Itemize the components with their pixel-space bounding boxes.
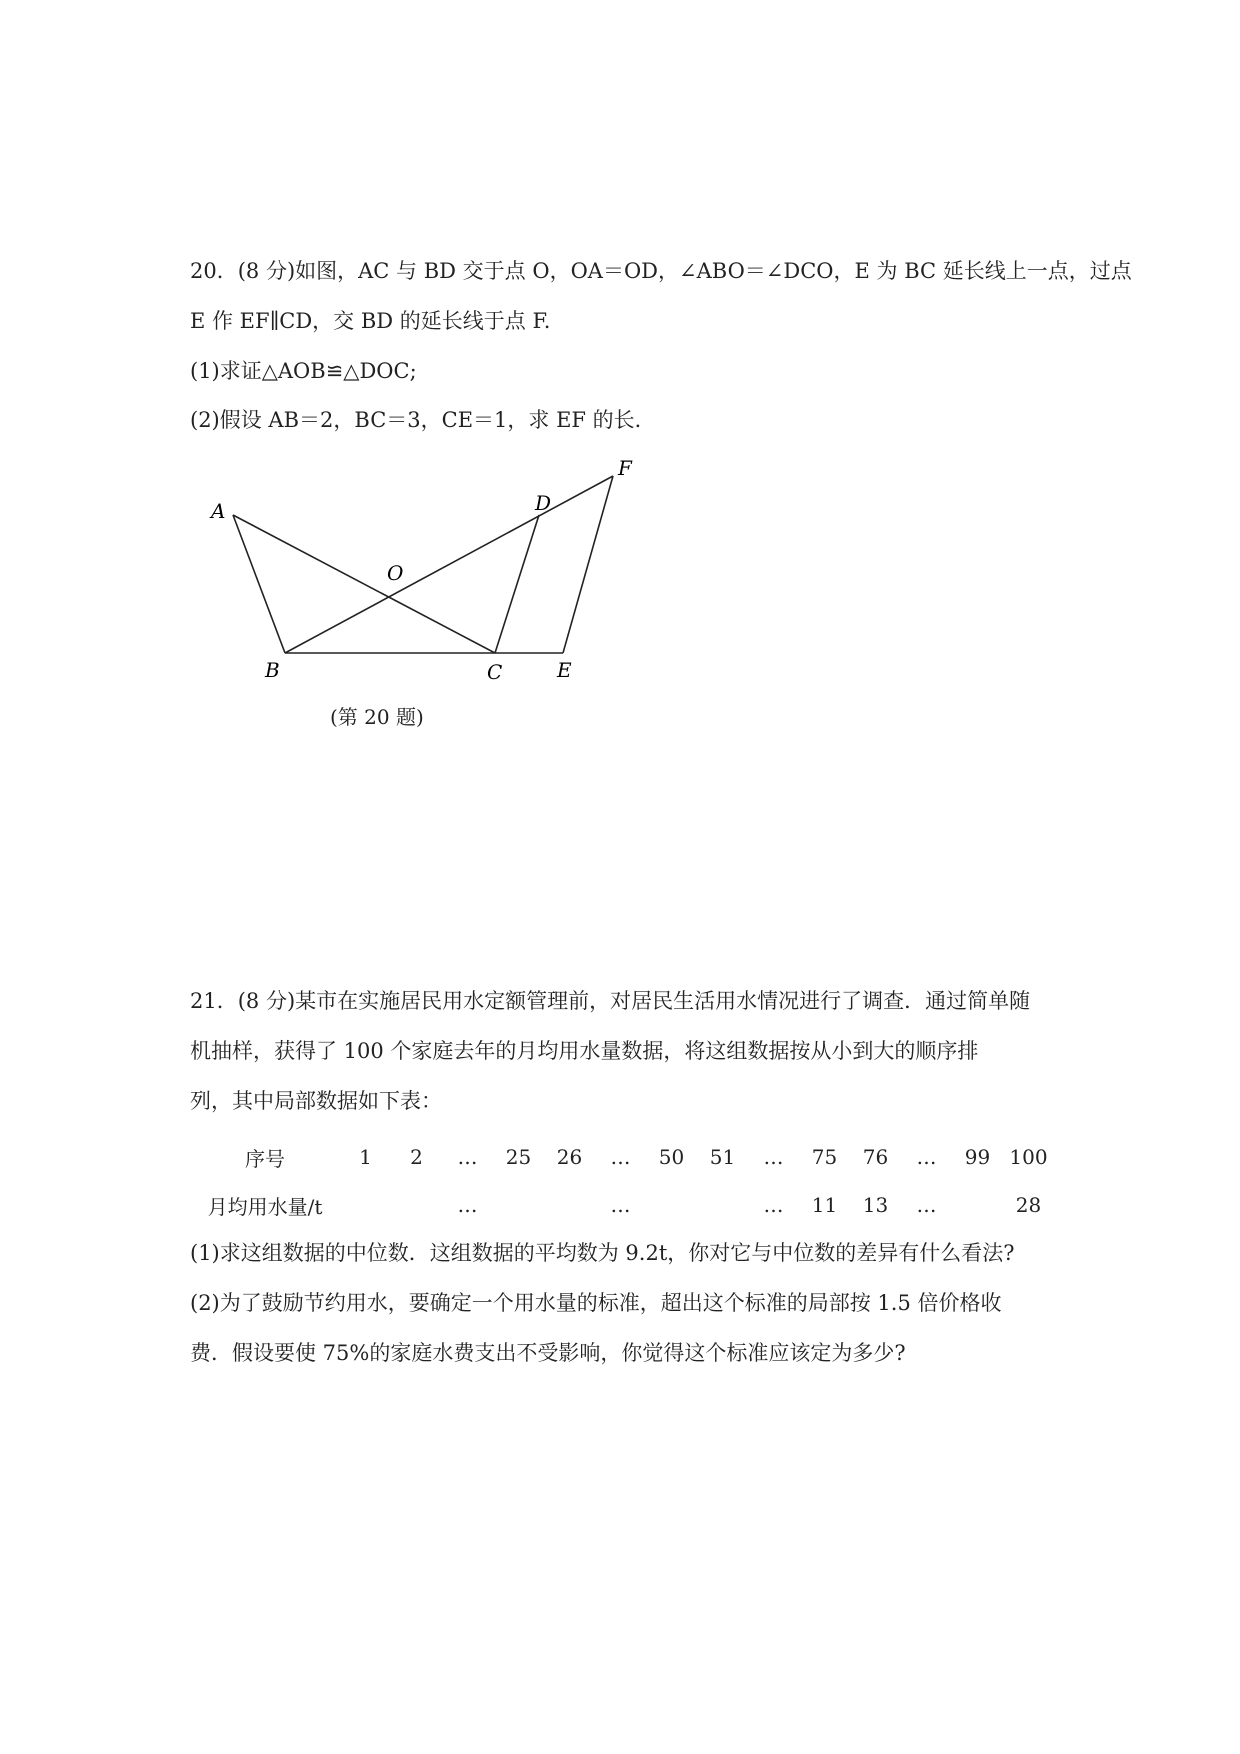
table-cell: …: [457, 1193, 478, 1217]
table-cell: 50: [658, 1145, 685, 1169]
table-cell: 100: [1009, 1145, 1048, 1169]
label-point-f: F: [618, 456, 632, 480]
table-cell: [646, 1181, 697, 1229]
table-cell: 11: [811, 1193, 838, 1217]
table-cell: [493, 1181, 544, 1229]
q21-part-2-line-1: (2)为了鼓励节约用水，要确定一个用水量的标准，超出这个标准的局部按 1.5 倍价格收: [190, 1291, 1002, 1315]
water-usage-table: [190, 1133, 1054, 1229]
table-cell: 51: [709, 1145, 736, 1169]
label-point-c: C: [487, 660, 503, 684]
label-point-d: D: [535, 491, 552, 515]
geometry-figure: [195, 455, 655, 685]
table-cell: [340, 1181, 391, 1229]
label-point-b: B: [265, 658, 280, 682]
table-cell: …: [916, 1145, 937, 1169]
table-cell: …: [610, 1193, 631, 1217]
table-row-label: 月均用水量/t: [207, 1194, 323, 1219]
segment-AB: [233, 515, 285, 653]
table-cell: 2: [410, 1145, 423, 1169]
table-cell: 1: [359, 1145, 372, 1169]
q21-statement-line-1: 21．(8 分)某市在实施居民用水定额管理前，对居民生活用水情况进行了调查．通过简单随: [190, 989, 1031, 1013]
q20-statement-line-2: E 作 EF∥CD，交 BD 的延长线于点 F.: [190, 309, 551, 333]
table-header-label: 序号: [245, 1146, 285, 1171]
table-cell: 28: [1015, 1193, 1042, 1217]
table-cell: [697, 1181, 748, 1229]
table-cell: …: [457, 1145, 478, 1169]
table-cell: 26: [556, 1145, 583, 1169]
segment-BF: [285, 476, 613, 653]
label-point-e: E: [557, 658, 572, 682]
label-point-a: A: [211, 499, 226, 523]
table-cell: 75: [811, 1145, 838, 1169]
q21-part-2-line-2: 费．假设要使 75%的家庭水费支出不受影响，你觉得这个标准应该定为多少?: [190, 1341, 906, 1365]
table-cell: [391, 1181, 442, 1229]
segment-EF: [563, 476, 613, 653]
table-cell: …: [763, 1145, 784, 1169]
label-point-o: O: [387, 561, 404, 585]
q20-part-2: (2)假设 AB＝2，BC＝3，CE＝1，求 EF 的长．: [190, 408, 656, 432]
q21-statement-line-3: 列，其中局部数据如下表：: [190, 1089, 442, 1113]
q20-part-1: (1)求证△AOB≌△DOC;: [190, 359, 417, 383]
segment-AC: [233, 515, 495, 653]
table-cell: 99: [964, 1145, 991, 1169]
table-cell: …: [610, 1145, 631, 1169]
table-cell: [544, 1181, 595, 1229]
figure-caption: (第 20 题): [330, 705, 424, 729]
q21-part-1: (1)求这组数据的中位数．这组数据的平均数为 9.2t，你对它与中位数的差异有什么看法?: [190, 1241, 1015, 1265]
table-cell: …: [763, 1193, 784, 1217]
table-cell: 25: [505, 1145, 532, 1169]
table-row-index: [190, 1133, 1054, 1181]
table-cell: 76: [862, 1145, 889, 1169]
table-cell: …: [916, 1193, 937, 1217]
q21-statement-line-2: 机抽样，获得了 100 个家庭去年的月均用水量数据，将这组数据按从小到大的顺序排: [190, 1039, 979, 1063]
table-cell: 13: [862, 1193, 889, 1217]
table-cell: [952, 1181, 1003, 1229]
table-row-usage: [190, 1181, 1054, 1229]
q20-statement-line-1: 20．(8 分)如图，AC 与 BD 交于点 O，OA＝OD，∠ABO＝∠DCO，E 为 BC 延长线上一点，过点: [190, 259, 1132, 283]
